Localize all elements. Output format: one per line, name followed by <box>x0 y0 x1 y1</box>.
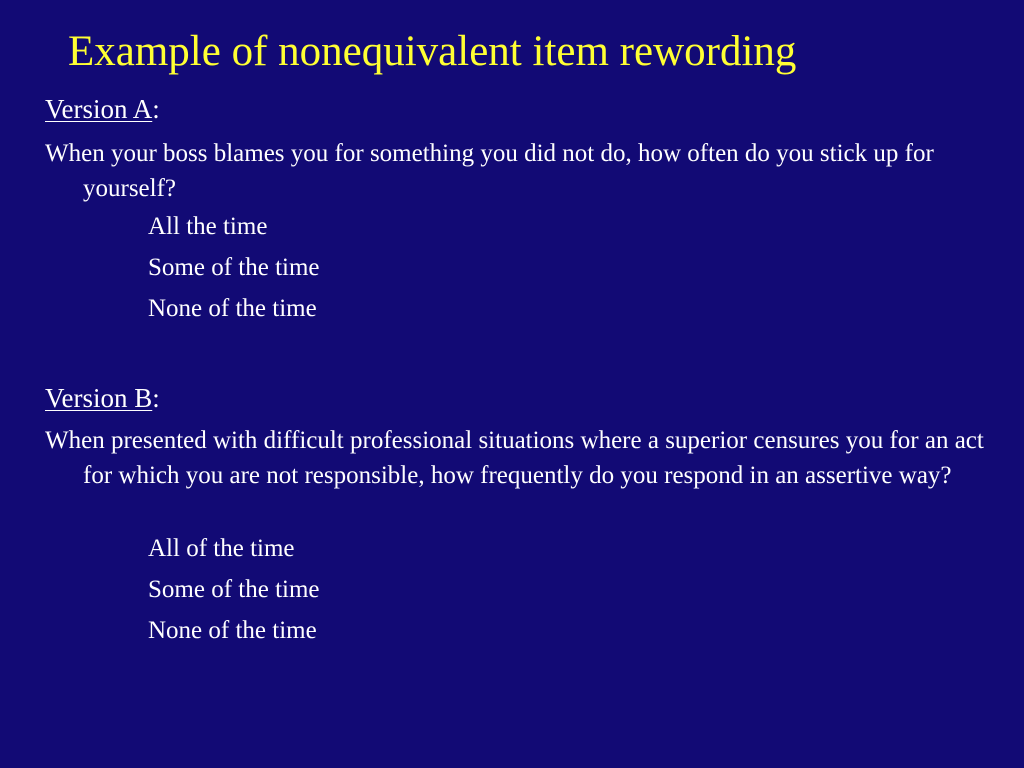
version-b-option-1: All of the time <box>148 535 295 562</box>
version-a-option-3: None of the time <box>148 295 317 322</box>
version-b-label: Version B <box>45 383 153 413</box>
version-a-heading <box>45 92 160 126</box>
version-a-option-2: Some of the time <box>148 254 320 281</box>
version-b-option-3: None of the time <box>148 617 317 644</box>
version-a-question: When your boss blames you for something you did not do, how often do you stick up for yourself? <box>45 140 934 202</box>
version-b-question: When presented with difficult professional situations where a superior censures you for an act for which you are not responsible, how frequently do you respond in an assertive way? <box>45 427 984 489</box>
version-b-option-2: Some of the time <box>148 576 320 603</box>
version-b-heading <box>45 381 160 415</box>
version-a-colon: : <box>152 94 160 124</box>
version-a-option-1: All the time <box>148 213 268 240</box>
version-b-colon: : <box>152 383 160 413</box>
slide-title: Example of nonequivalent item rewording <box>68 28 797 75</box>
version-a-label: Version A <box>45 94 153 124</box>
